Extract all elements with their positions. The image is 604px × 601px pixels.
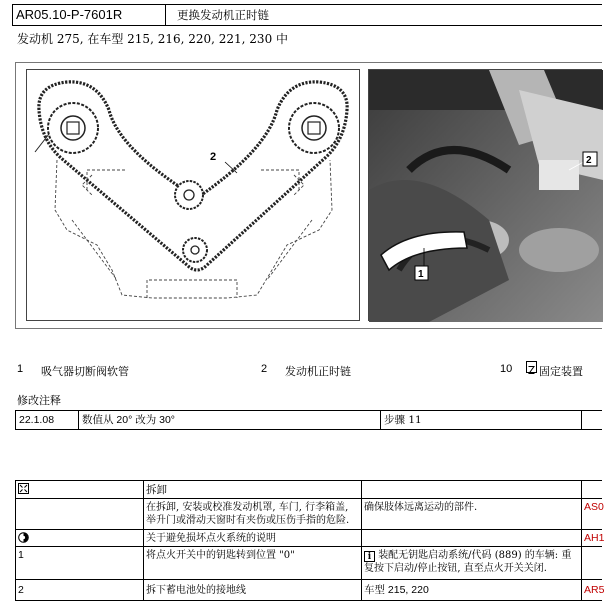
- legend-number-1: 1: [17, 363, 24, 375]
- modification-table: [15, 410, 602, 430]
- right-cam-sprocket: [289, 103, 339, 153]
- modification-date: 22.1.08: [16, 411, 79, 429]
- procedure-table: [15, 480, 602, 601]
- legend-text-10: 固定装置: [539, 365, 583, 378]
- left-cam-sprocket: [35, 103, 98, 153]
- step-action: 将点火开关中的钥匙转到位置 "0": [146, 550, 295, 561]
- fixture-icon: [526, 361, 537, 373]
- step-number: 2: [18, 584, 24, 596]
- ignition-icon: [15, 530, 143, 546]
- legend-number-2: 2: [261, 363, 268, 375]
- document-title: 更换发动机正时链: [177, 8, 269, 22]
- step-number: 1: [18, 549, 24, 561]
- table-row: [15, 480, 602, 498]
- step-ref: [581, 481, 602, 498]
- step-note: 确保肢体远离运动的部件.: [364, 502, 478, 513]
- engine-bay-photo: [368, 69, 602, 321]
- step-note: [361, 481, 581, 498]
- step-ref-link[interactable]: AH1: [584, 532, 604, 544]
- engine-bay-photo-svg: [369, 70, 603, 322]
- document-id: AR05.10-P-7601R: [13, 5, 166, 25]
- table-row: [15, 498, 602, 529]
- step-action: 拆卸: [146, 484, 167, 496]
- legend-text-2: 发动机正时链: [285, 365, 351, 378]
- modification-change: 数值从 20° 改为 30°: [79, 411, 381, 429]
- timing-chain-diagram-svg: [27, 70, 359, 320]
- table-row: [15, 579, 602, 601]
- step-ref: [581, 547, 602, 579]
- info-icon: i: [364, 551, 375, 562]
- step-action: 在拆卸, 安装或校准发动机罩, 车门, 行李箱盖, 举升门或滑动天窗时有夹伤或压伤手指的危险.: [146, 502, 350, 526]
- legend-text-1: 吸气器切断阀软管: [41, 365, 129, 378]
- document-subtitle: 发动机 275, 在车型 215, 216, 220, 221, 230 中: [17, 32, 289, 46]
- photo-callout-1: 1: [418, 269, 424, 280]
- table-row: [15, 546, 602, 579]
- step-ref-link[interactable]: AR5: [584, 584, 604, 596]
- step-number: [15, 499, 143, 529]
- remove-icon: [15, 481, 143, 498]
- photo-callout-2: 2: [586, 155, 592, 166]
- legend-number-10: 10: [500, 363, 513, 375]
- step-note: 车型 215, 220: [364, 584, 429, 596]
- diagram-callout-2: 2: [210, 151, 217, 163]
- document-header: [12, 4, 602, 26]
- table-divider: [581, 480, 582, 601]
- table-divider: [143, 480, 144, 601]
- step-action: 拆下蓄电池处的接地线: [146, 585, 246, 596]
- step-note-cell: [361, 547, 581, 579]
- modification-notes-title: 修改注释: [17, 394, 61, 407]
- modification-step: 步骤 11: [381, 411, 582, 429]
- crankshaft-sprocket: [183, 238, 207, 262]
- table-border-left: [15, 480, 16, 601]
- table-divider: [361, 480, 362, 601]
- step-action: 关于避免损坏点火系统的说明: [146, 533, 276, 544]
- idler-sprocket: [175, 181, 203, 209]
- modification-extra-cell: [582, 411, 603, 429]
- step-note: [361, 530, 581, 546]
- step-ref-link[interactable]: AS0: [584, 501, 604, 513]
- table-row: [15, 529, 602, 546]
- timing-chain-diagram: [26, 69, 360, 321]
- step-note: 装配无钥匙启动系统/代码 (889) 的车辆: 重复按下启动/停止按钮, 直至点火开关关闭.: [364, 550, 572, 574]
